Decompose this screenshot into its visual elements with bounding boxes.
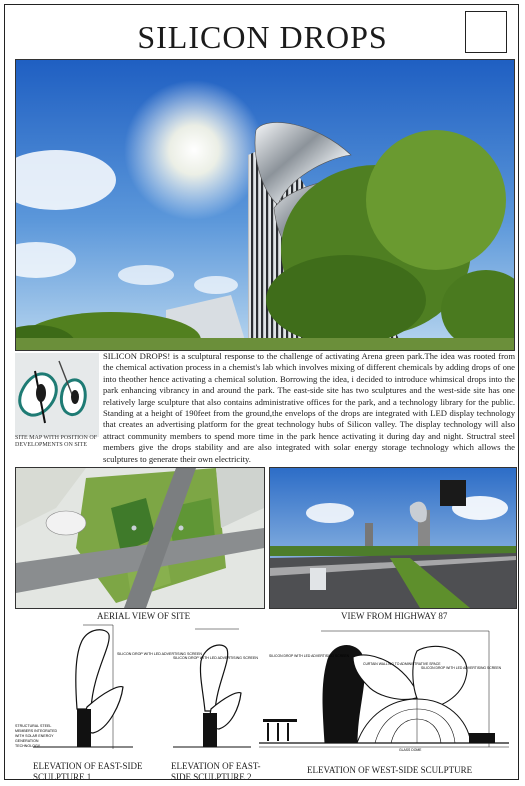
west-caption: ELEVATION OF WEST-SIDE SCULPTURE (307, 765, 473, 775)
project-description: SILICON DROPS! is a sculptural response to the challenge of activating Arena green park.The idea was rooted from the chemical activation process in a chemist's lab which involves mixing of different chemicals by adding drops of one into theother hence activating a chemical solution. Borrowing the idea, i decided to introduce whimsical drops into the park enhancing vibrancy in and around the park. The east-side site has two sculptures and the west-side site has one relatively large sculpture that also contains administrative offices for the park, and a technology library for the public. Standing at a height of 190feet from the ground,the envelops of the drops are integrated with LED display technology that creates an advertising platform for the great technology hubs of Silicon valley. The display technology will also attract community members to spend more time in the park hence activating it during day and night. Structral steel members give the drops stability and are also integrated with solar energy storage technology which allows the sculptures to generate their own electricity. (103, 351, 515, 464)
title-stamp-box (465, 11, 507, 53)
east-2-caption: ELEVATION OF EAST-SIDE SCULPTURE 2 (171, 761, 261, 782)
aerial-render (15, 467, 265, 609)
label-steel-1: STRUCTURAL STEEL MEMBERS INTEGRATED WITH SOLAR ENERGY GENERATION TECHNOLOGY (15, 724, 58, 748)
site-map-caption: SITE MAP WITH POSITION OF DEVELOPMENTS ON SITE (15, 435, 98, 448)
aerial-render-illustration (16, 468, 264, 608)
elevation-east-1-drawing (13, 621, 202, 757)
poster-sheet (4, 4, 519, 780)
highway-caption: VIEW FROM HIGHWAY 87 (341, 611, 448, 621)
elevation-east-2-drawing (165, 621, 258, 757)
label-led-screen-west-b: SILICON DROP WITH LED ADVERTISING SCREEN (421, 666, 502, 670)
east-1-caption: ELEVATION OF EAST-SIDE SCULPTURE 1 (33, 761, 143, 782)
label-led-screen-2: SILICON DROP WITH LED ADVERTISING SCREEN (173, 656, 258, 660)
hero-render-illustration (16, 60, 514, 350)
elevation-west-drawing (257, 623, 519, 755)
highway-render (269, 467, 517, 609)
site-map (15, 353, 99, 437)
highway-render-illustration (270, 468, 516, 608)
hero-render (15, 59, 515, 351)
label-led-screen-1: SILICON DROP WITH LED ADVERTISING SCREEN (117, 652, 202, 656)
label-curtain-wall: CURTAIN WALLING TO ADMINISTRATIVE SPACE (363, 662, 441, 666)
label-led-screen-west-a: SILICON DROP WITH LED ADVERTISING SCREEN (269, 654, 350, 658)
site-map-illustration (15, 353, 99, 437)
poster-title: SILICON DROPS (137, 19, 388, 55)
aerial-caption: AERIAL VIEW OF SITE (97, 611, 191, 621)
label-glass-dome: GLASS DOME (399, 748, 422, 752)
